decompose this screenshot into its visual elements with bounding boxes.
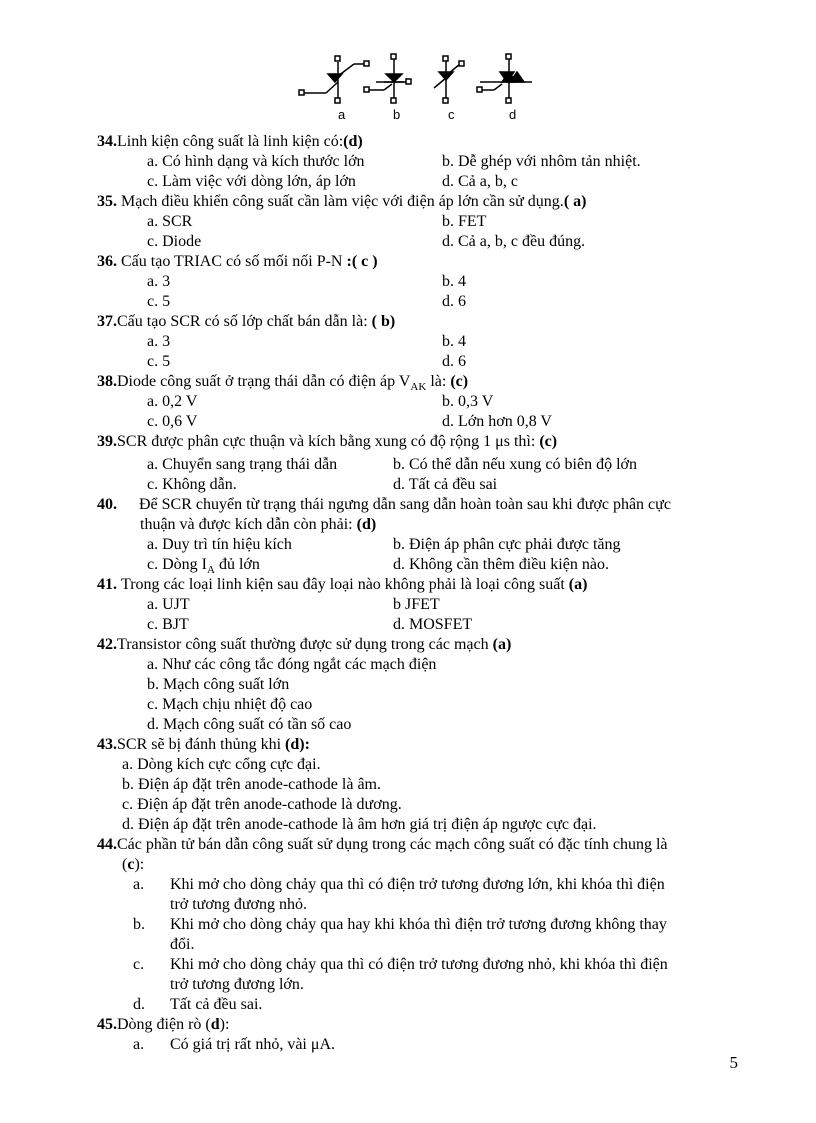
figure-label-c: c xyxy=(448,107,455,122)
option-41d: d. MOSFET xyxy=(393,616,473,633)
page-number: 5 xyxy=(729,1053,738,1072)
thyristor-symbols-figure xyxy=(296,42,540,128)
option-35b: b. FET xyxy=(442,213,487,230)
option-44b-line2: đổi. xyxy=(170,936,195,953)
option-44b-marker: b. xyxy=(133,916,145,933)
option-43d: d. Điện áp đặt trên anode-cathode là âm hơn giá trị điện áp ngược cực đại. xyxy=(122,816,597,833)
question-36: 36. Cấu tạo TRIAC có số mối nối P-N :( c ) xyxy=(97,253,378,270)
option-38c: c. 0,6 V xyxy=(147,413,198,430)
option-42a: a. Như các công tắc đóng ngắt các mạch điện xyxy=(147,656,437,673)
question-40-line2: thuận và được kích dẫn còn phải: (d) xyxy=(140,516,377,533)
option-40d: d. Không cần thêm điều kiện nào. xyxy=(393,556,609,573)
option-44a: Khi mở cho dòng chảy qua thì có điện trở tương đương lớn, khi khóa thì điện xyxy=(170,876,665,893)
symbol-a-icon xyxy=(299,56,369,103)
option-43b: b. Điện áp đặt trên anode-cathode là âm. xyxy=(122,776,381,793)
question-43: 43.SCR sẽ bị đánh thủng khi (d): xyxy=(97,736,310,753)
option-37a: a. 3 xyxy=(147,333,171,350)
question-35: 35. Mạch điều khiển công suất cần làm việc với điện áp lớn cần sử dụng.( a) xyxy=(97,193,587,210)
option-44d-marker: d. xyxy=(133,996,145,1013)
option-39a: a. Chuyển sang trạng thái dẫn xyxy=(147,456,338,473)
option-36d: d. 6 xyxy=(442,293,466,310)
question-39: 39.SCR được phân cực thuận và kích bằng xung có độ rộng 1 μs thì: (c) xyxy=(97,433,558,450)
option-42b: b. Mạch công suất lớn xyxy=(147,676,290,693)
option-37b: b. 4 xyxy=(442,333,466,350)
question-42: 42.Transistor công suất thường được sử dụng trong các mạch (a) xyxy=(97,636,512,653)
symbol-c-icon xyxy=(434,56,464,103)
figure-label-d: d xyxy=(509,107,517,122)
symbol-d-icon xyxy=(477,54,532,103)
option-44c-line2: trở tương đương lớn. xyxy=(170,976,304,993)
option-43a: a. Dòng kích cực cổng cực đại. xyxy=(122,756,321,773)
figure-label-a: a xyxy=(338,107,346,122)
option-35d: d. Cả a, b, c đều đúng. xyxy=(442,233,586,250)
option-42d: d. Mạch công suất có tần số cao xyxy=(147,716,352,733)
symbol-b-icon xyxy=(364,54,411,103)
option-44d: Tất cả đều sai. xyxy=(170,996,263,1013)
option-34c: c. Làm việc với dòng lớn, áp lớn xyxy=(147,173,356,190)
question-40: 40. Để SCR chuyển từ trạng thái ngưng dẫn sang dẫn hoàn toàn sau khi được phân cực xyxy=(97,496,671,513)
option-39b: b. Có thể dẫn nếu xung có biên độ lớn xyxy=(393,456,637,473)
option-44b: Khi mở cho dòng chảy qua hay khi khóa thì điện trở tương đương không thay xyxy=(170,916,667,933)
question-44-answer: (c): xyxy=(122,856,145,873)
figure-label-b: b xyxy=(393,107,401,122)
option-36b: b. 4 xyxy=(442,273,466,290)
option-36a: a. 3 xyxy=(147,273,171,290)
option-45a: Có giá trị rất nhỏ, vài μA. xyxy=(170,1036,335,1053)
option-34d: d. Cả a, b, c xyxy=(442,173,518,190)
option-34a: a. Có hình dạng và kích thước lớn xyxy=(147,153,365,170)
option-37c: c. 5 xyxy=(147,353,171,370)
option-40b: b. Điện áp phân cực phải được tăng xyxy=(393,536,621,553)
question-37: 37.Cấu tạo SCR có số lớp chất bán dẫn là: ( b) xyxy=(97,313,396,330)
option-39c: c. Không dẫn. xyxy=(147,476,237,493)
option-36c: c. 5 xyxy=(147,293,171,310)
option-38d: d. Lớn hơn 0,8 V xyxy=(442,413,552,430)
option-42c: c. Mạch chịu nhiệt độ cao xyxy=(147,696,313,713)
question-44: 44.Các phần tử bán dẫn công suất sử dụng trong các mạch công suất có đặc tính chung là xyxy=(97,836,668,853)
option-43c: c. Điện áp đặt trên anode-cathode là dương. xyxy=(122,796,402,813)
option-34b: b. Dễ ghép với nhôm tản nhiệt. xyxy=(442,153,641,170)
option-38b: b. 0,3 V xyxy=(442,393,494,410)
option-37d: d. 6 xyxy=(442,353,466,370)
question-38: 38.Diode công suất ở trạng thái dẫn có điện áp $V_{AK}$ là: (c) xyxy=(97,373,469,394)
option-44c-marker: c. xyxy=(133,956,145,973)
question-41: 41. Trong các loại linh kiện sau đây loại nào không phải là loại công suất (a) xyxy=(97,576,588,593)
question-45: 45.Dòng điện rò (d): xyxy=(97,1016,230,1033)
option-41c: c. BJT xyxy=(147,616,189,633)
option-38a: a. 0,2 V xyxy=(147,393,198,410)
option-39d: d. Tất cả đều sai xyxy=(393,476,498,493)
option-45a-marker: a. xyxy=(133,1036,145,1053)
option-44c: Khi mở cho dòng chảy qua thì có điện trở tương đương nhỏ, khi khóa thì điện xyxy=(170,956,668,973)
option-35a: a. SCR xyxy=(147,213,193,230)
question-34: 34.Linh kiện công suất là linh kiện có:(d) xyxy=(97,133,363,150)
option-44a-line2: trở tương đương nhỏ. xyxy=(170,896,307,913)
option-44a-marker: a. xyxy=(133,876,145,893)
option-40a: a. Duy trì tín hiệu kích xyxy=(147,536,292,553)
option-40c: c. Dòng $I_A$ đủ lớn xyxy=(147,556,260,577)
option-41b: b JFET xyxy=(393,596,440,613)
option-35c: c. Diode xyxy=(147,233,202,250)
option-41a: a. UJT xyxy=(147,596,190,613)
